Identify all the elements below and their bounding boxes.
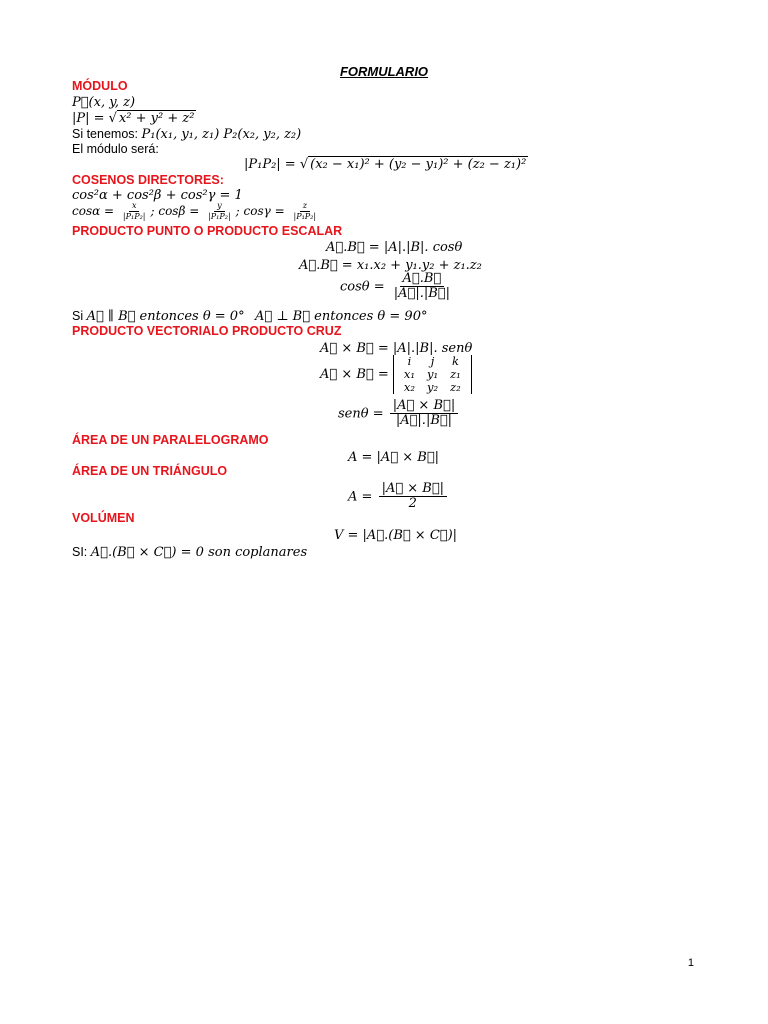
heading-modulo: MÓDULO (72, 79, 128, 93)
frac-area-triangulo (379, 482, 447, 512)
eq-area-triangulo (348, 482, 449, 512)
cos-beta-label: ; cosβ = (150, 203, 200, 218)
matrix-row (398, 381, 467, 394)
si-tenemos-text: Si tenemos: (72, 127, 139, 141)
eq-cross-matrix (320, 355, 472, 394)
frac-den-p1p2: |P₁P₂| (122, 211, 146, 221)
eq-cos-theta (340, 272, 455, 302)
page-title: FORMULARIO (339, 64, 429, 79)
si-text: Si (72, 309, 84, 323)
cos-alpha-label: cosα = (72, 203, 115, 218)
eq-point: P⃗(x, y, z) (72, 95, 136, 110)
eq-norm-rhs: x² + y² + z² (118, 111, 195, 126)
matrix-cell: x₂ (403, 380, 415, 394)
frac-den-two: 2 (408, 496, 417, 512)
eq-norm: |P| = √ x² + y² + z² (72, 111, 195, 126)
matrix-cell: x₁ (403, 367, 415, 381)
eq-coplanar: A⃗.(B⃗ × C⃗) = 0 son coplanares (90, 545, 308, 560)
cos-theta-lhs: cosθ = (340, 279, 385, 295)
matrix-cell: y₂ (426, 380, 439, 394)
eq-distance-rhs: (x₂ − x₁)² + (y₂ − y₁)² + (z₂ − z₁)² (310, 157, 527, 172)
frac-den-p1p2: |P₁P₂| (293, 211, 317, 221)
heading-cosenos: COSENOS DIRECTORES: (72, 173, 224, 187)
si-text: SI: (72, 545, 88, 559)
frac-num-cross: |A⃗ × B⃗| (379, 482, 447, 497)
sen-theta-lhs: senθ = (338, 406, 384, 422)
area-triangulo-lhs: A = (348, 489, 373, 505)
frac-cos-gamma (291, 202, 320, 221)
matrix-cell: y₁ (426, 367, 439, 381)
eq-sen-theta (338, 399, 460, 429)
heading-producto-vectorial: PRODUCTO VECTORIALO PRODUCTO CRUZ (72, 324, 342, 338)
eq-cos-directors (72, 202, 321, 221)
eq-distance: |P₁P₂| = √ (x₂ − x₁)² + (y₂ − y₁)² + (z₂ − z₁)² (244, 157, 527, 172)
eq-points: P₁(x₁, y₁, z₁) P₂(x₂, y₂, z₂) (141, 127, 302, 142)
si-tenemos-line (72, 127, 301, 142)
matrix-cell: k (451, 354, 459, 368)
matrix-cell: z₂ (450, 380, 461, 394)
eq-norm-lhs: |P| = (72, 111, 105, 126)
frac-den-p1p2: |P₁P₂| (208, 211, 231, 221)
frac-num-y: y (214, 202, 225, 212)
eq-dot-1: A⃗.B⃗ = |A|.|B|. cosθ (326, 240, 463, 255)
frac-den-norms: |A⃗|.|B⃗| (393, 286, 450, 302)
eq-dot-2: A⃗.B⃗ = x₁.x₂ + y₁.y₂ + z₁.z₂ (299, 258, 482, 273)
matrix-cell: z₁ (450, 367, 461, 381)
frac-den-norms: |A⃗|.|B⃗| (395, 413, 453, 429)
frac-num-z: z (300, 202, 310, 212)
eq-distance-lhs: |P₁P₂| = (244, 157, 296, 172)
el-modulo-text: El módulo será: (72, 142, 159, 156)
frac-sen-theta (390, 399, 458, 429)
parallel-perpendicular-line (72, 309, 427, 324)
eq-cos-identity: cos²α + cos²β + cos²γ = 1 (72, 188, 243, 203)
frac-cos-theta (391, 272, 453, 302)
heading-area-paralelogramo: ÁREA DE UN PARALELOGRAMO (72, 433, 269, 447)
eq-area-paralelogramo: A = |A⃗ × B⃗| (348, 450, 440, 465)
eq-cross-1: A⃗ × B⃗ = |A|.|B|. senθ (320, 341, 473, 356)
frac-cos-alpha (120, 202, 149, 221)
cos-gamma-label: ; cosγ = (235, 203, 285, 218)
frac-num-dot: A⃗.B⃗ (400, 272, 445, 287)
determinant-matrix (393, 355, 472, 394)
eq-perpendicular: A⃗ ⊥ B⃗ entonces θ = 90° (255, 309, 428, 324)
eq-cross-lhs: A⃗ × B⃗ = (320, 367, 389, 382)
page-number: 1 (687, 957, 694, 969)
heading-volumen: VOLÚMEN (72, 511, 135, 525)
eq-parallel: A⃗ ∥ B⃗ entonces θ = 0° (86, 309, 245, 324)
eq-volumen: V = |A⃗.(B⃗ × C⃗)| (334, 528, 458, 543)
matrix-cell: j (430, 354, 435, 368)
heading-area-triangulo: ÁREA DE UN TRIÁNGULO (72, 464, 228, 478)
frac-num-cross: |A⃗ × B⃗| (390, 399, 458, 414)
frac-cos-beta (205, 202, 234, 221)
frac-num-x: x (129, 202, 140, 212)
heading-producto-punto: PRODUCTO PUNTO O PRODUCTO ESCALAR (72, 224, 343, 238)
matrix-cell: i (407, 354, 412, 368)
coplanar-line (72, 545, 307, 560)
